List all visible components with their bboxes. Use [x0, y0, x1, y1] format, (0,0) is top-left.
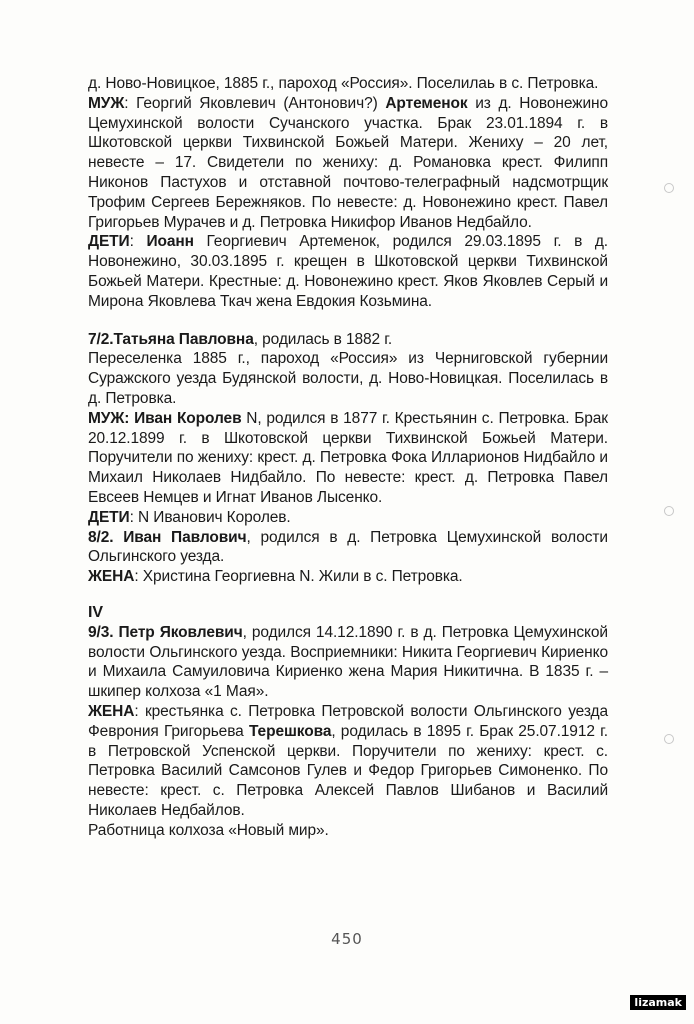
document-body [88, 74, 608, 840]
surname: Королев [176, 409, 242, 427]
scan-mark [664, 506, 674, 516]
paragraph-wife: ЖЕНА: Христина Георгиевна N. Жили в с. Петровка. [88, 568, 463, 586]
children-label: ДЕТИ [88, 508, 130, 526]
paragraph: Переселенка 1885 г., пароход «Россия» из Черниговской губернии Суражского уезда Будянской волости, д. Ново-Новицкая. Поселилась в д. Петровка. [88, 350, 608, 407]
section-heading: 8/2. Иван Павлович, родился в д. Петровка Цемухинской волости Ольгинского уезда. [88, 528, 608, 566]
generation-heading: IV [88, 603, 103, 621]
scan-mark [664, 183, 674, 193]
paragraph-children: ДЕТИ: Иоанн Георгиевич Артеменок, родился 29.03.1895 г. в д. Новонежино, 30.03.1895 г. крещен в Шкотовской церкви Тихвинской Божьей Матери. Крестные: д. Новонежино крест. Яков Яковлев Серый и Мирона Яковлева Ткач жена Евдокия Козьмина. [88, 233, 608, 310]
paragraph: Работница колхоза «Новый мир». [88, 821, 329, 839]
watermark: lizamak [630, 995, 686, 1010]
wife-label: ЖЕНА [88, 568, 135, 586]
spacer [88, 587, 608, 603]
scan-mark [664, 734, 674, 744]
section-heading: 7/2.Татьяна Павловна, родилась в 1882 г. [88, 330, 393, 348]
paragraph: д. Ново-Новицкое, 1885 г., пароход «Россия». Поселилаь в с. Петровка. [88, 75, 599, 92]
paragraph-husband: МУЖ: Иван Королев N, родился в 1877 г. Крестьянин с. Петровка. Брак 20.12.1899 г. в Шкотовской церкви Тихвинской Божьей Матери. Поручители по жениху: крест. д. Петровка Фока Илларионов Нидбайло и Михаил Николаев Нидбайло. По невесте: крест. д. Петровка Павел Евсеев Немцев и Игнат Иванов Лысенко. [88, 409, 608, 506]
paragraph-husband: МУЖ: Георгий Яковлевич (Антонович?) Артеменок из д. Новонежино Цемухинской волости Сучанского участка. Брак 23.01.1894 г. в Шкотовской церкви Тихвинской Божьей Матери. Жениху – 20 лет, невесте – 17. Свидетели по жениху: д. Романовка крест. Филипп Никонов Пастухов и отставной почтово-телеграфный надсмотрщик Трофим Сергеев Бережняков. По невесте: д. Новонежино крест. Павел Григорьев Мурачев и д. Петровка Никифор Иванов Недбайло. [88, 94, 608, 231]
paragraph-wife: ЖЕНА: крестьянка с. Петровка Петровской волости Ольгинского уезда Феврония Григорьева Терешкова, родилась в 1895 г. Брак 25.07.1912 г. в Петровской Успенской церкви. Поручители по жениху: крест. с. Петровка Василий Самсонов Гулев и Федор Григорьев Симоненко. По невесте: крест. с. Петровка Алексей Павлов Шибанов и Василий Николаев Недбайлов. [88, 702, 608, 819]
wife-label: ЖЕНА [88, 702, 135, 720]
husband-label: МУЖ [88, 409, 125, 427]
paragraph-children: ДЕТИ: N Иванович Королев. [88, 508, 291, 526]
children-label: ДЕТИ [88, 233, 130, 251]
surname: Терешкова [248, 722, 332, 740]
spacer [88, 312, 608, 330]
child-name: Иоанн [146, 233, 194, 251]
surname: Артеменок [385, 94, 468, 112]
section-heading: 9/3. Петр Яковлевич, родился 14.12.1890 г. в д. Петровка Цемухинской волости Ольгинского уезда. Восприемники: Никита Георгиевич Кириенко и Михаила Самуиловича Кириенко жена Мария Никитична. В 1835 г. – шкипер колхоза «1 Мая». [88, 623, 608, 701]
page-number: 450 [331, 930, 363, 948]
husband-label: МУЖ [88, 94, 125, 112]
